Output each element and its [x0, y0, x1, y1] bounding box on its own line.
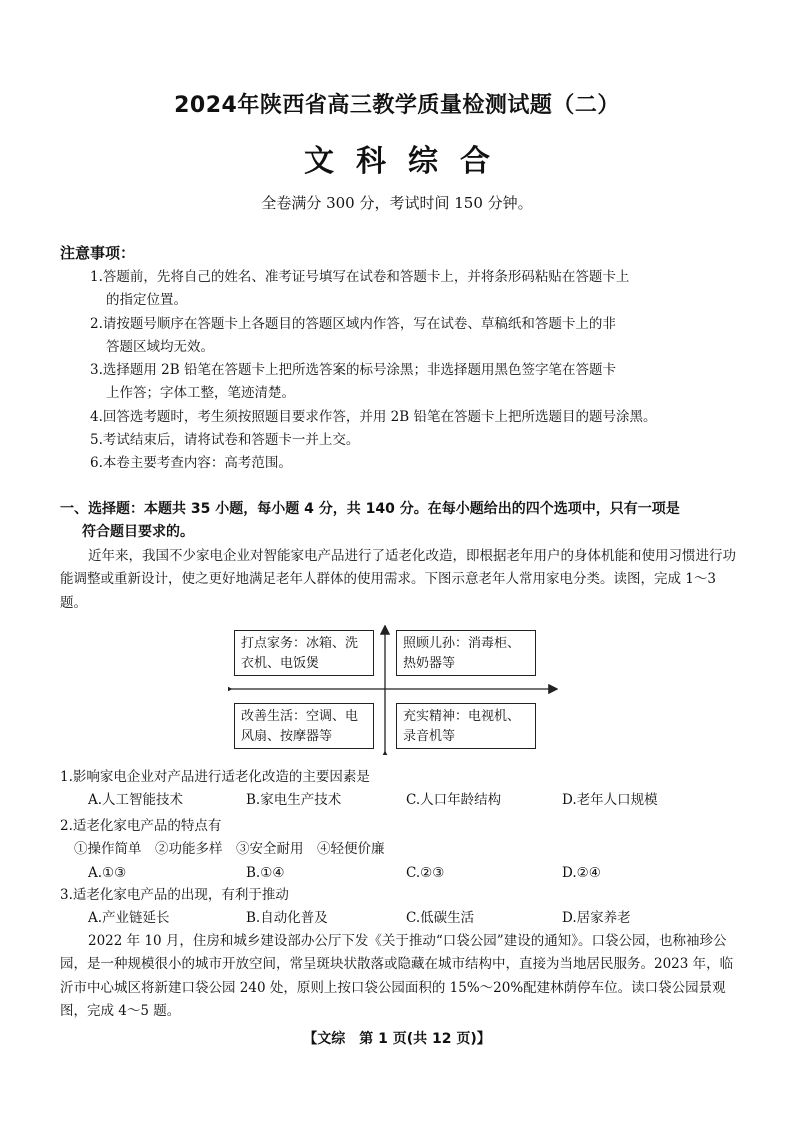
score-line: 全卷满分 300 分，考试时间 150 分钟。 [261, 194, 533, 212]
option-a: A.①③ [88, 864, 127, 881]
option-d: D.居家养老 [562, 910, 631, 927]
question-stem: 1.影响家电企业对产品进行适老化改造的主要因素是 [60, 769, 370, 785]
passage-2: 2022 年 10 月，住房和城乡建设部办公厅下发《关于推动“口袋公园”建设的通知》。口袋公园，也称袖珍公园，是一种规模很小的城市开放空间，常呈斑块状散落或隐藏在城市结构中，直接为当地居民服务。2023 年，临沂市中心城区将新建口袋公园 240 处，原则上按口袋公园面积的 15%～20%配建林荫停车位。读口袋公园景观图，完成 4～5 题。 [60, 933, 734, 1019]
passage-1: 近年来，我国不少家电企业对智能家电产品进行了适老化改造，即根据老年用户的身体机能和使用习惯进行功能调整或重新设计，使之更好地满足老年人群体的使用需求。下图示意老年人常用家电分类。读图，完成 1～3 题。 [60, 548, 736, 611]
notice-item-cont: 的指定位置。 [106, 292, 187, 309]
box-childcare: 照顾儿孙：消毒柜、热奶器等 [396, 630, 536, 676]
option-c: C.人口年龄结构 [406, 792, 502, 809]
option-b: B.①④ [246, 864, 285, 881]
options-row [60, 789, 740, 812]
box-spiritual: 充实精神：电视机、录音机等 [396, 703, 536, 749]
notice-item: 3.选择题用 2B 铅笔在答题卡上把所选答案的标号涂黑；非选择题用黑色签字笔在答题卡 [90, 362, 616, 379]
question-3 [60, 884, 740, 930]
box-improve-life: 改善生活：空调、电风扇、按摩器等 [234, 703, 374, 749]
option-a: A.产业链延长 [88, 910, 170, 927]
options-row [60, 862, 740, 885]
option-c: C.②③ [406, 864, 445, 881]
section-line: 一、选择题：本题共 35 小题，每小题 4 分，共 140 分。在每小题给出的四个选项中，只有一项是 [60, 501, 680, 517]
notice-item: 5.考试结束后，请将试卷和答题卡一并上交。 [90, 432, 360, 449]
question-1 [60, 766, 740, 812]
subject-title: 文科综合 [304, 144, 512, 179]
question-stem: 2.适老化家电产品的特点有 [60, 818, 222, 834]
question-stem: 3.适老化家电产品的出现，有利于推动 [60, 887, 289, 903]
section-heading [60, 498, 740, 544]
notice-item: 1.答题前，先将自己的姓名、准考证号填写在试卷和答题卡上，并将条形码粘贴在答题卡上 [90, 269, 630, 285]
option-b: B.家电生产技术 [246, 792, 342, 809]
box-housework: 打点家务：冰箱、洗衣机、电饭煲 [234, 630, 374, 676]
notice-item: 2.请按题号顺序在答题卡上各题目的答题区域内作答，写在试卷、草稿纸和答题卡上的非 [90, 315, 616, 332]
notice-item: 6.本卷主要考查内容：高考范围。 [90, 455, 292, 472]
section-line: 符合题目要求的。 [82, 524, 194, 540]
question-2 [60, 815, 740, 885]
options-row [60, 907, 740, 930]
option-d: D.②④ [562, 864, 601, 881]
option-d: D.老年人口规模 [562, 792, 658, 809]
notice-list [90, 266, 710, 476]
appliance-diagram [228, 625, 558, 755]
exam-title: 2024年陕西省高三教学质量检测试题（二） [174, 93, 620, 118]
notice-item-cont: 答题区域均无效。 [106, 338, 214, 355]
option-a: A.人工智能技术 [88, 792, 184, 809]
option-c: C.低碳生活 [406, 910, 475, 927]
option-b: B.自动化普及 [246, 910, 328, 927]
notice-item: 4.回答选考题时，考生须按照题目要求作答，并用 2B 铅笔在答题卡上把所选题目的题号涂黑。 [90, 408, 657, 425]
sub-options: ①操作简单 ②功能多样 ③安全耐用 ④轻便价廉 [74, 841, 385, 858]
notice-item-cont: 上作答；字体工整，笔迹清楚。 [106, 385, 295, 402]
page-footer: 【文综 第 1 页(共 12 页)】 [303, 1031, 491, 1047]
notice-heading: 注意事项： [60, 244, 136, 262]
